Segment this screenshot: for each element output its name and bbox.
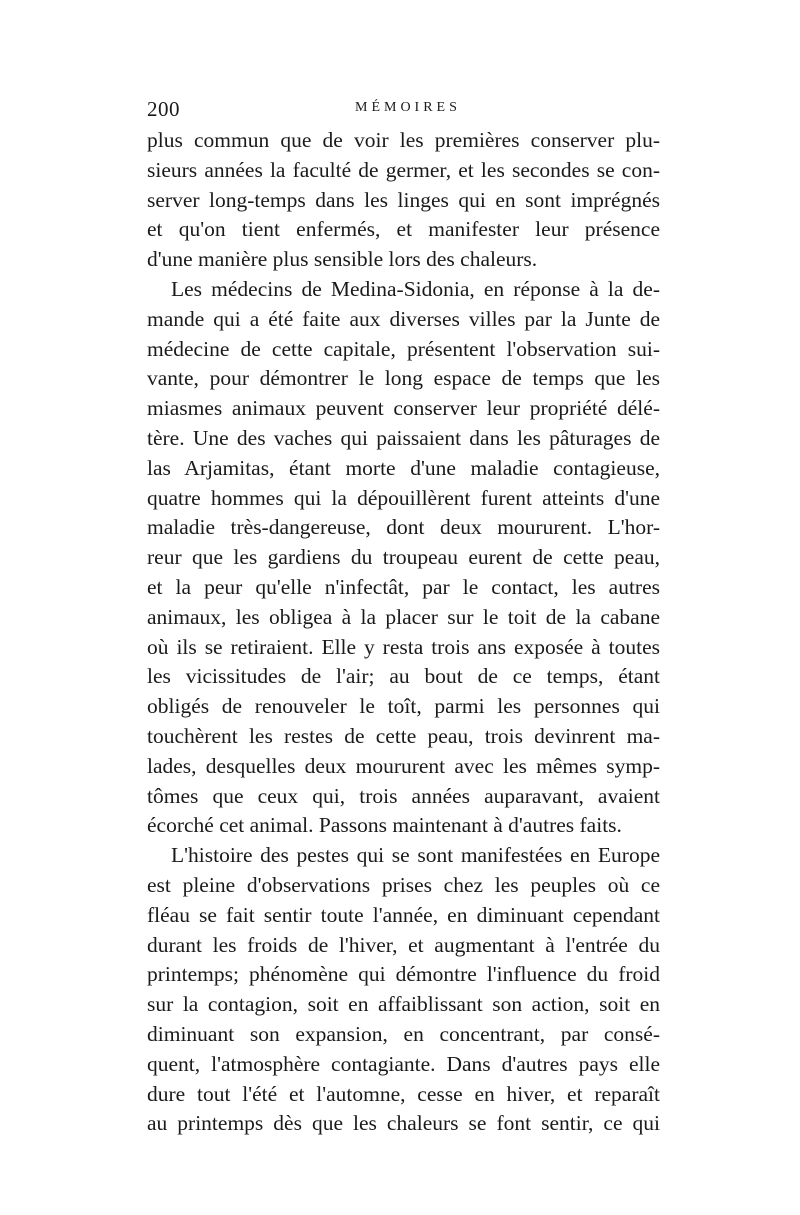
text-line: plus commun que de voir les premières conserver plu- bbox=[147, 128, 660, 152]
text-line: au printemps dès que les chaleurs se font sentir, ce qui bbox=[147, 1111, 660, 1136]
running-title: MÉMOIRES bbox=[355, 100, 461, 115]
page-header bbox=[147, 97, 660, 125]
text-line: L'histoire des pestes qui se sont manifestées en Europe bbox=[171, 843, 660, 868]
text-line: où ils se retiraient. Elle y resta trois ans exposée à toutes bbox=[147, 634, 660, 659]
text-line: est pleine d'observations prises chez les peuples où ce bbox=[147, 872, 660, 897]
text-line: diminuant son expansion, en concentrant, par consé- bbox=[147, 1021, 660, 1046]
text-line: quatre hommes qui la dépouillèrent furent atteints d'une bbox=[147, 485, 660, 510]
text-line: printemps; phénomène qui démontre l'influence du froid bbox=[147, 962, 660, 987]
text-line: médecine de cette capitale, présentent l'observation sui- bbox=[147, 336, 660, 361]
text-line: sieurs années la faculté de germer, et les secondes se con- bbox=[147, 157, 660, 182]
text-line: quent, l'atmosphère contagiante. Dans d'autres pays elle bbox=[147, 1051, 660, 1076]
page-number: 200 bbox=[147, 97, 180, 121]
text-line: server long-temps dans les linges qui en sont imprégnés bbox=[147, 187, 660, 212]
text-line: sur la contagion, soit en affaiblissant son action, soit en bbox=[147, 992, 660, 1017]
text-line: tômes que ceux qui, trois années auparavant, avaient bbox=[147, 783, 660, 808]
text-line: tère. Une des vaches qui paissaient dans les pâturages de bbox=[147, 425, 660, 450]
text-line: touchèrent les restes de cette peau, trois devinrent ma- bbox=[147, 723, 660, 748]
text-line: animaux, les obligea à la placer sur le toit de la cabane bbox=[147, 604, 660, 629]
text-line: mande qui a été faite aux diverses villes par la Junte de bbox=[147, 306, 660, 331]
text-line: d'une manière plus sensible lors des chaleurs. bbox=[147, 247, 538, 272]
text-line: vante, pour démontrer le long espace de temps que les bbox=[147, 366, 660, 391]
body-text bbox=[147, 126, 660, 1139]
text-line: durant les froids de l'hiver, et augmentant à l'entrée du bbox=[147, 932, 660, 957]
text-line: lades, desquelles deux moururent avec les mêmes symp- bbox=[147, 753, 660, 778]
text-line: et la peur qu'elle n'infectât, par le contact, les autres bbox=[147, 574, 660, 599]
text-line: et qu'on tient enfermés, et manifester leur présence bbox=[147, 217, 660, 242]
text-line: écorché cet animal. Passons maintenant à d'autres faits. bbox=[147, 813, 622, 838]
text-line: Les médecins de Medina-Sidonia, en réponse à la de- bbox=[171, 276, 660, 301]
text-line: obligés de renouveler le toît, parmi les personnes qui bbox=[147, 694, 660, 719]
text-line: dure tout l'été et l'automne, cesse en hiver, et reparaît bbox=[147, 1081, 660, 1106]
text-line: reur que les gardiens du troupeau eurent de cette peau, bbox=[147, 545, 660, 570]
text-line: miasmes animaux peuvent conserver leur propriété délé- bbox=[147, 396, 660, 421]
text-line: las Arjamitas, étant morte d'une maladie contagieuse, bbox=[147, 455, 660, 480]
text-line: maladie très-dangereuse, dont deux moururent. L'hor- bbox=[147, 515, 660, 540]
text-line: fléau se fait sentir toute l'année, en diminuant cependant bbox=[147, 902, 660, 927]
text-line: les vicissitudes de l'air; au bout de ce temps, étant bbox=[147, 664, 660, 689]
